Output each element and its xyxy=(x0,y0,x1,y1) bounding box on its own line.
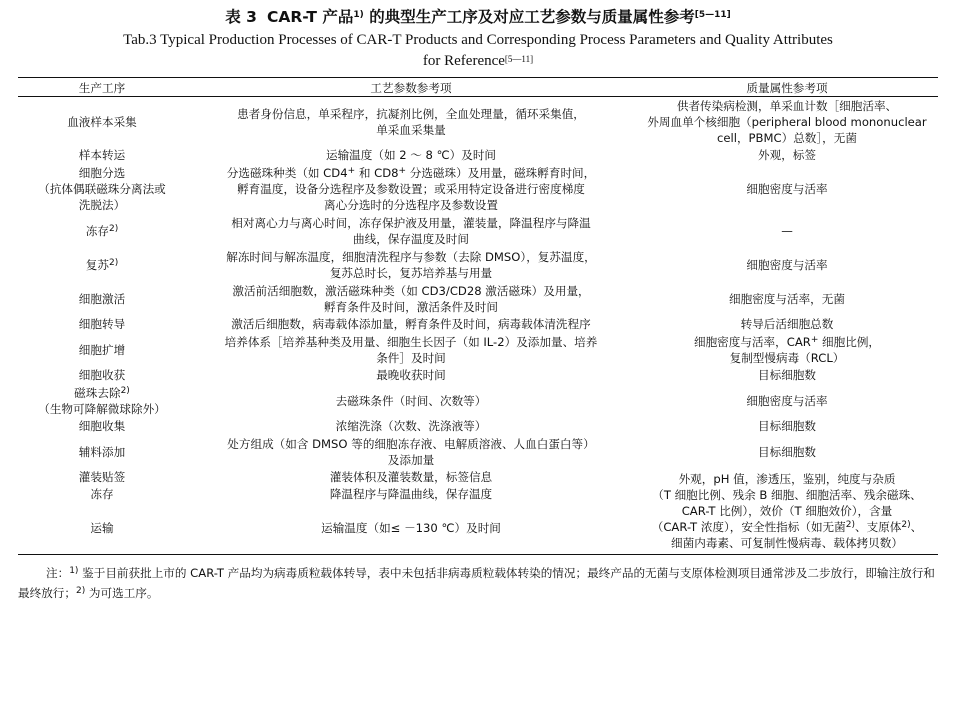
step-cell: 复苏$^{2)}$ xyxy=(85,257,119,272)
table-row xyxy=(18,367,938,384)
step-cell: 血液样本采集 xyxy=(67,114,137,129)
reference: [5—11] xyxy=(694,10,731,20)
table-row xyxy=(18,97,938,147)
step-cell: 细胞转导 xyxy=(78,317,126,331)
reference: [5—11] xyxy=(504,54,534,64)
params-cell: 运输温度（如 2 ～ 8 ℃）及时间 xyxy=(325,148,497,162)
table-row xyxy=(18,384,938,418)
quality-cell: 细胞密度与活率 xyxy=(746,393,828,408)
table-row xyxy=(18,282,938,316)
params-cell: 相对离心力与离心时间，冻存保护液及用量，灌装量，降温程序与降温 曲线，保存温度及时间 xyxy=(231,215,591,246)
header-quality: 质量属性参考项 xyxy=(636,78,938,97)
step-cell: 细胞分选 （抗体偶联磁珠分离法或 洗脱法） xyxy=(38,165,166,212)
params-cell: 最晚收获时间 xyxy=(376,368,446,382)
step-cell: 细胞激活 xyxy=(78,291,126,306)
quality-cell: 目标细胞数 xyxy=(758,368,816,382)
table-row xyxy=(18,316,938,333)
quality-cell: 外观，pH 值，渗透压，鉴别，纯度与杂质 （T 细胞比例、残余 B 细胞、细胞活率、残余磁珠、 CAR-T 比例），效价（T 细胞效价），含量 （CAR-T 浓度），安全性指标（如无菌$^{2)}$、支原体$^{2)}$、 细菌内毒素、可复制性慢病毒、载体拷贝数） xyxy=(651,472,923,551)
table-header-row xyxy=(18,78,938,97)
step-cell: 运输 xyxy=(90,521,114,536)
quality-cell: — xyxy=(781,223,793,238)
quality-cell: 转导后活细胞总数 xyxy=(740,317,834,331)
quality-cell: 外观，标签 xyxy=(758,148,816,162)
step-cell: 细胞扩增 xyxy=(78,342,126,357)
quality-cell: 细胞密度与活率，无菌 xyxy=(729,291,845,306)
quality-cell: 细胞密度与活率 xyxy=(746,181,828,196)
params-cell: 分选磁珠种类（如 CD4+ 和 CD8+ 分选磁珠）及用量，磁珠孵育时间， 孵育温度，设备分选程序及参数设置；或采用特定设备进行密度梯度 离心分选时的分选程序及参数设置 xyxy=(226,165,596,212)
step-cell: 冻存$^{2)}$ xyxy=(85,223,119,238)
table-row xyxy=(18,333,938,367)
quality-cell: 细胞密度与活率 xyxy=(746,257,828,272)
table-notes: 注：$^{1)}$ 鉴于目前获批上市的 CAR-T 产品均为病毒质粒载体转导，表中未包括非病毒质粒载体转染的情况；最终产品的无菌与支原体检测项目通常涉及二步放行，即输注放行和最终放行；$^{2)}$ 为可选工序。 xyxy=(18,566,935,600)
document xyxy=(18,6,938,603)
step-cell: 细胞收获 xyxy=(78,368,126,382)
table-title-cn: 表 3 CAR-T 产品$^{1)}$ 的典型生产工序及对应工艺参数与质量属性参考[5—11] xyxy=(225,8,731,26)
params-cell: 培养体系［培养基种类及用量、细胞生长因子（如 IL-2）及添加量、培养 条件］及时间 xyxy=(224,334,598,365)
step-cell: 细胞收集 xyxy=(78,419,126,433)
params-cell: 激活后细胞数，病毒载体添加量，孵育条件及时间，病毒载体清洗程序 xyxy=(231,317,591,331)
params-cell: 解冻时间与解冻温度，细胞清洗程序与参数（去除 DMSO），复苏温度， 复苏总时长，复苏培养基与用量 xyxy=(226,249,596,280)
table-row xyxy=(18,164,938,214)
table-row xyxy=(18,418,938,435)
params-cell: 降温程序与降温曲线，保存温度 xyxy=(329,487,493,501)
quality-cell: 目标细胞数 xyxy=(758,419,816,433)
step-cell: 冻存 xyxy=(90,487,114,501)
params-cell: 患者身份信息，单采程序，抗凝剂比例，全血处理量，循环采集值， 单采血采集量 xyxy=(237,106,585,137)
params-cell: 激活前活细胞数，激活磁珠种类（如 CD3/CD28 激活磁珠）及用量， 孵育条件及时间，激活条件及时间 xyxy=(232,283,590,314)
table-row xyxy=(18,147,938,164)
step-cell: 磁珠去除$^{2)}$ （生物可降解微球除外） xyxy=(38,385,166,416)
quality-cell: 供者传染病检测，单采血计数［细胞活率、 外周血单个核细胞（peripheral blood mononuclear cell，PBMC）总数］，无菌 xyxy=(647,98,927,145)
table-title-en: Tab.3 Typical Production Processes of CAR-T Products and Corresponding Process Parameters and Quality Attributes for Reference[5—11] xyxy=(123,32,833,69)
params-cell: 浓缩洗涤（次数、洗涤液等） xyxy=(335,419,487,433)
quality-cell: 细胞密度与活率，CAR+ 细胞比例， 复制型慢病毒（RCL） xyxy=(693,334,881,365)
table-row xyxy=(18,435,938,469)
params-cell: 去磁珠条件（时间、次数等） xyxy=(335,393,487,408)
header-step: 生产工序 xyxy=(18,78,186,97)
header-params: 工艺参数参考项 xyxy=(186,78,636,97)
step-cell: 辅料添加 xyxy=(78,444,126,459)
table-number: 表 3 xyxy=(225,8,257,26)
table-row xyxy=(18,248,938,282)
table-row xyxy=(18,214,938,248)
step-cell: 样本转运 xyxy=(78,148,126,162)
process-table xyxy=(18,77,938,555)
step-cell: 灌装贴签 xyxy=(78,470,126,484)
params-cell: 灌装体积及灌装数量，标签信息 xyxy=(329,470,493,484)
quality-cell: 目标细胞数 xyxy=(758,444,816,459)
params-cell: 运输温度（如≤ －130 ℃）及时间 xyxy=(321,521,501,536)
params-cell: 处方组成（如含 DMSO 等的细胞冻存液、电解质溶液、人血白蛋白等） 及添加量 xyxy=(227,436,595,467)
table-row xyxy=(18,469,938,486)
